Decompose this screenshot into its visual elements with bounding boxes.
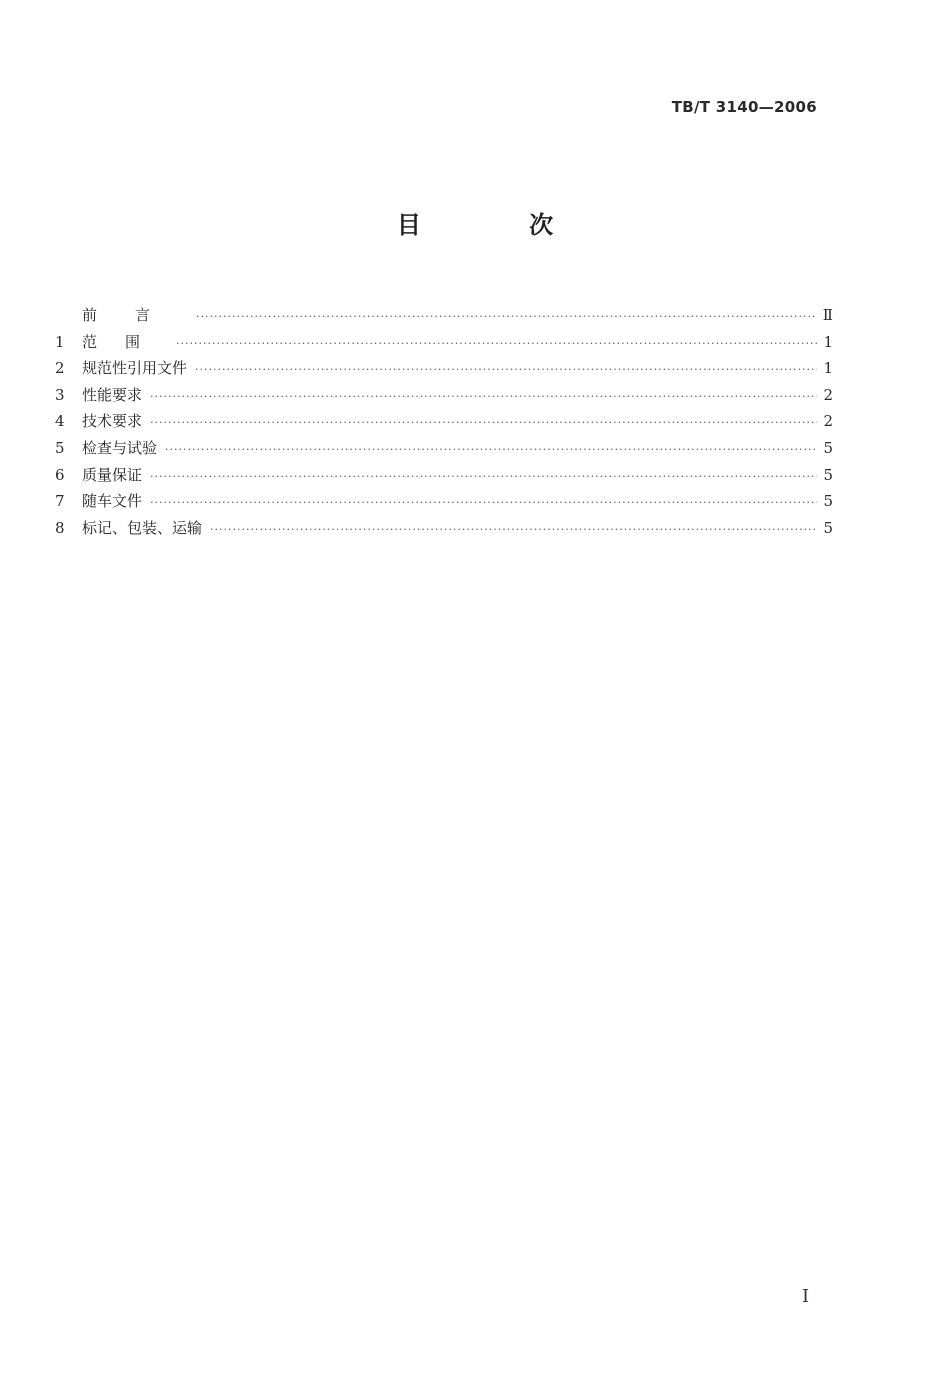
toc-entry-page: 1: [823, 359, 833, 378]
toc-entry-number: 7: [55, 492, 65, 511]
dot-leader: [195, 357, 817, 384]
dot-leader: [150, 410, 817, 437]
toc-entry-number: 6: [55, 465, 65, 484]
toc-entry-page: 5: [823, 438, 833, 457]
toc-entry-technical-requirements[interactable]: [55, 408, 833, 435]
dot-leader: [150, 490, 817, 517]
toc-entry-label: 质量保证: [82, 465, 143, 484]
toc-list: [55, 302, 833, 541]
toc-entry-accompanying-documents[interactable]: [55, 488, 833, 515]
toc-title: 目 次: [396, 211, 604, 239]
toc-entry-number: 8: [55, 518, 65, 537]
toc-entry-number: 5: [55, 438, 65, 457]
toc-entry-page: 5: [823, 465, 833, 484]
dot-leader: [165, 437, 817, 464]
toc-entry-scope[interactable]: [55, 329, 833, 356]
toc-entry-label: 规范性引用文件: [82, 359, 188, 378]
toc-entry-page: 2: [823, 385, 833, 404]
toc-entry-page: 5: [823, 492, 833, 511]
toc-entry-label: 技术要求: [82, 412, 143, 431]
dot-leader: [210, 517, 817, 544]
dot-leader: [176, 331, 817, 358]
toc-entry-number: 4: [55, 412, 65, 431]
toc-entry-label: 检查与试验: [82, 438, 158, 457]
toc-entry-page: 1: [823, 332, 833, 351]
toc-entry-number: 2: [55, 359, 65, 378]
toc-entry-label: 前言: [82, 306, 189, 324]
toc-entry-page: 5: [823, 518, 833, 537]
toc-entry-quality-assurance[interactable]: [55, 462, 833, 489]
page-number: I: [802, 1286, 810, 1307]
toc-entry-label: 随车文件: [82, 492, 143, 511]
toc-entry-page: 2: [823, 412, 833, 431]
dot-leader: [196, 304, 817, 331]
dot-leader: [150, 384, 817, 411]
dot-leader: [150, 464, 817, 491]
standard-number: TB/T 3140—2006: [671, 98, 817, 116]
toc-entry-label: 性能要求: [82, 385, 143, 404]
toc-entry-performance-requirements[interactable]: [55, 382, 833, 409]
toc-entry-number: 1: [55, 332, 65, 351]
toc-entry-normative-references[interactable]: [55, 355, 833, 382]
toc-entry-label: 范围: [82, 332, 169, 351]
toc-entry-marking-packaging-transport[interactable]: [55, 515, 833, 542]
toc-entry-number: 3: [55, 385, 65, 404]
toc-entry-foreword[interactable]: [55, 302, 833, 329]
toc-entry-label: 标记、包装、运输: [82, 518, 203, 537]
toc-entry-inspection-and-testing[interactable]: [55, 435, 833, 462]
toc-entry-page: Ⅱ: [822, 306, 833, 324]
